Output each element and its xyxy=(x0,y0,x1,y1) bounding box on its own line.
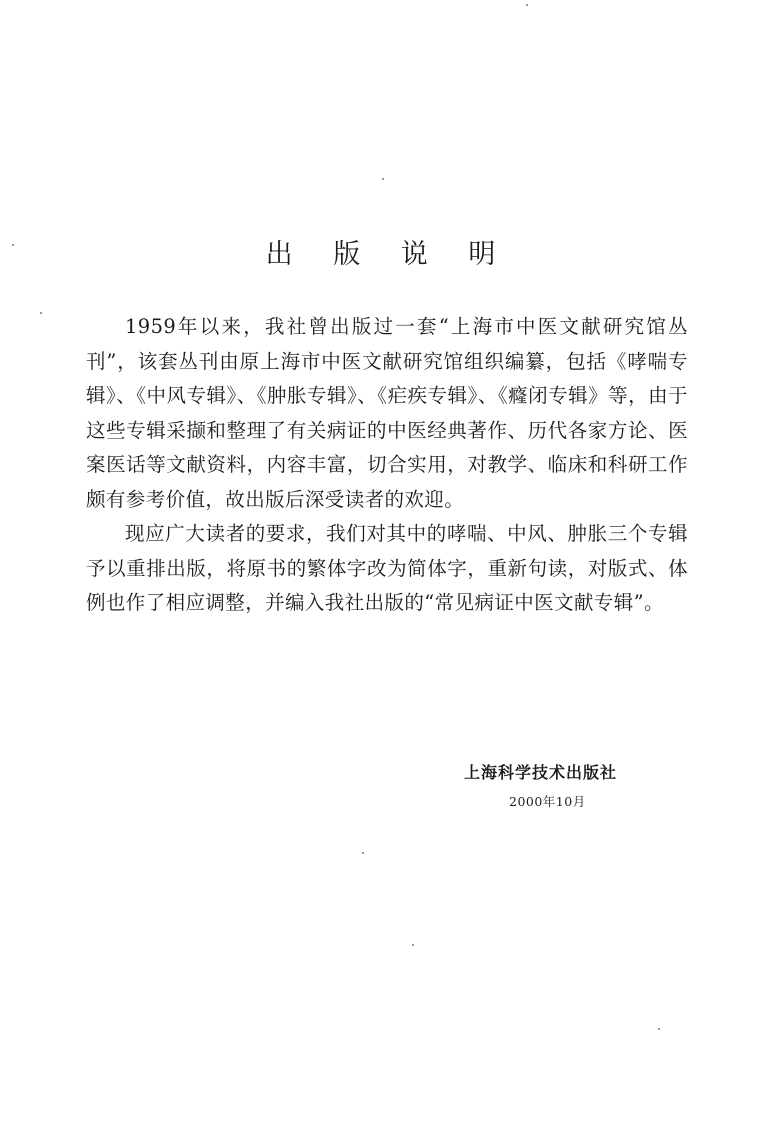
scan-speck xyxy=(12,244,14,246)
publish-date: 2000年10月 xyxy=(509,794,586,809)
scan-speck xyxy=(362,852,364,854)
scan-speck xyxy=(382,178,384,180)
scan-speck xyxy=(40,312,42,314)
scan-speck xyxy=(526,4,528,6)
scan-speck xyxy=(412,944,414,946)
body-text xyxy=(86,310,688,621)
paragraph-1: 1959年以来，我社曾出版过一套“上海市中医文献研究馆丛刊”，该套丛刊由原上海市中医文献研究馆组织编纂，包括《哮喘专辑》、《中风专辑》、《肿胀专辑》、《疟疾专辑》、《癃闭专辑》等，由于这些专辑采撷和整理了有关病证的中医经典著作、历代各家方论、医案医话等文献资料，内容丰富，切合实用，对教学、临床和科研工作颇有参考价值，故出版后深受读者的欢迎。 xyxy=(86,315,688,511)
page-title: 出 版 说 明 xyxy=(265,239,512,270)
paragraph-2: 现应广大读者的要求，我们对其中的哮喘、中风、肿胀三个专辑予以重排出版，将原书的繁体字改为简体字，重新句读，对版式、体例也作了相应调整，并编入我社出版的“常见病证中医文献专辑”。 xyxy=(86,522,688,614)
scan-speck xyxy=(658,1028,660,1030)
publisher-name: 上海科学技术出版社 xyxy=(464,763,618,782)
